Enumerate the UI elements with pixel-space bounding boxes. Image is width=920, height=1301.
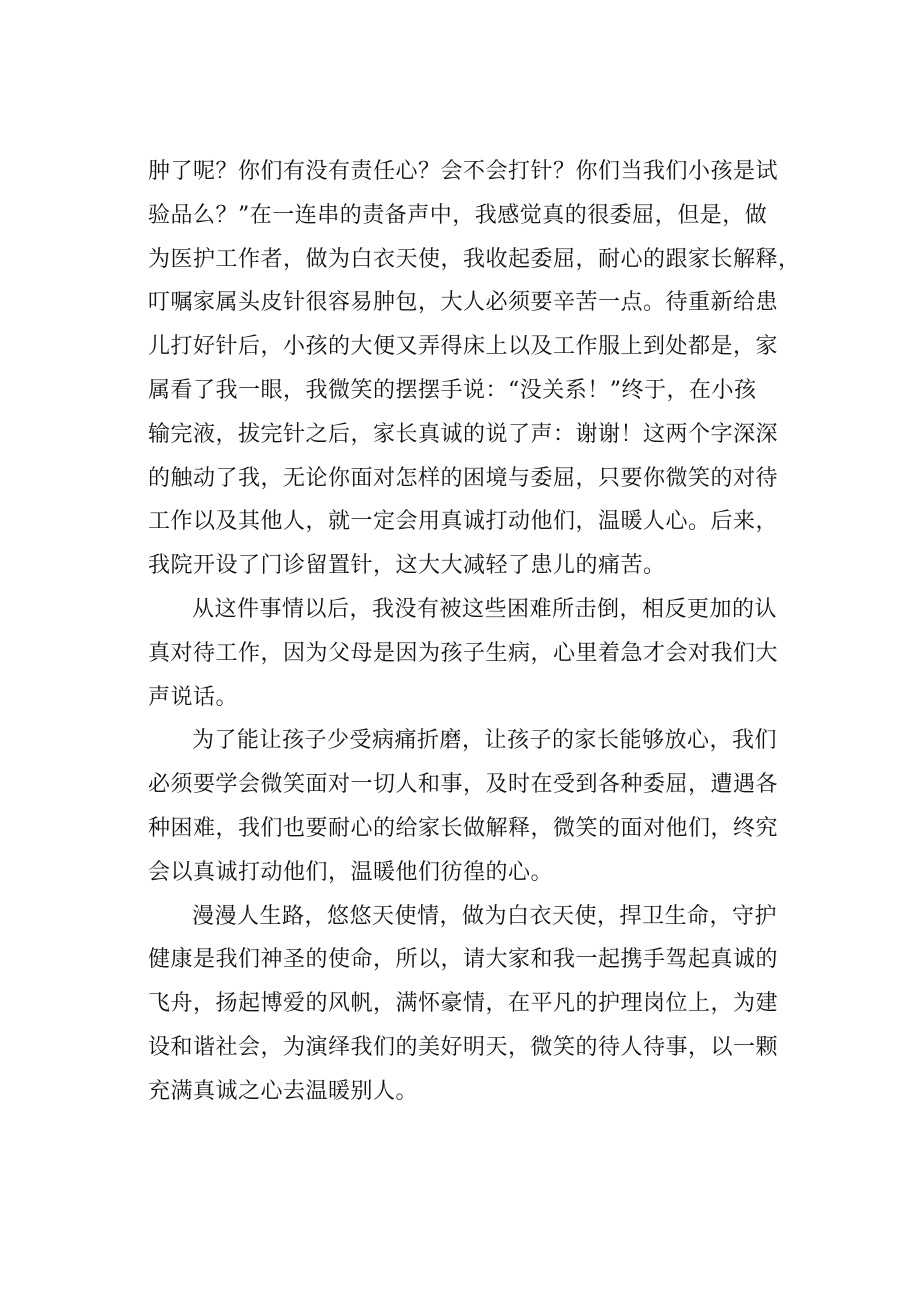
text-line: 声说话。 xyxy=(148,684,239,710)
text-line-indented: 从这件事情以后，我没有被这些困难所击倒，相反更加的认 xyxy=(192,596,778,622)
text-line: 飞舟，扬起博爱的风帆，满怀豪情，在平凡的护理岗位上，为建 xyxy=(148,991,779,1017)
text-line: 为医护工作者，做为白衣天使，我收起委屈，耐心的跟家长解释， xyxy=(148,246,801,272)
text-line: 的触动了我，无论你面对怎样的困境与委屈，只要你微笑的对待 xyxy=(148,465,779,491)
text-line: 输完液，拔完针之后，家长真诚的说了声：谢谢！这两个字深深 xyxy=(148,421,779,447)
text-line-indented: 漫漫人生路，悠悠天使情，做为白衣天使，捍卫生命，守护 xyxy=(192,903,778,929)
text-line: 必须要学会微笑面对一切人和事，及时在受到各种委屈，遭遇各 xyxy=(148,772,779,798)
text-line: 验品么？”在一连串的责备声中，我感觉真的很委屈，但是，做 xyxy=(148,202,768,228)
text-line: 我院开设了门诊留置针，这大大减轻了患儿的痛苦。 xyxy=(148,553,666,579)
text-line: 会以真诚打动他们，温暖他们彷徨的心。 xyxy=(148,859,554,885)
text-line: 工作以及其他人，就一定会用真诚打动他们，温暖人心。后来， xyxy=(148,509,779,535)
text-line: 健康是我们神圣的使命，所以，请大家和我一起携手驾起真诚的 xyxy=(148,947,779,973)
text-line: 肿了呢？你们有没有责任心？会不会打针？你们当我们小孩是试 xyxy=(148,159,779,184)
text-line: 种困难，我们也要耐心的给家长做解释，微笑的面对他们，终究 xyxy=(148,815,779,841)
paragraph-2 xyxy=(148,588,810,719)
document-body xyxy=(148,150,810,1114)
text-line: 真对待工作，因为父母是因为孩子生病，心里着急才会对我们大 xyxy=(148,640,779,666)
text-line: 属看了我一眼，我微笑的摆摆手说：“没关系！”终于，在小孩 xyxy=(148,377,757,403)
text-line-indented: 为了能让孩子少受病痛折磨，让孩子的家长能够放心，我们 xyxy=(192,728,778,754)
paragraph-3 xyxy=(148,719,810,894)
text-line: 叮嘱家属头皮针很容易肿包，大人必须要辛苦一点。待重新给患 xyxy=(148,290,779,316)
text-line: 设和谐社会，为演绎我们的美好明天，微笑的待人待事，以一颗 xyxy=(148,1034,779,1060)
text-line: 充满真诚之心去温暖别人。 xyxy=(148,1078,419,1104)
paragraph-1 xyxy=(148,150,810,588)
text-line: 儿打好针后，小孩的大便又弄得床上以及工作服上到处都是，家 xyxy=(148,334,779,360)
paragraph-4 xyxy=(148,895,810,1114)
